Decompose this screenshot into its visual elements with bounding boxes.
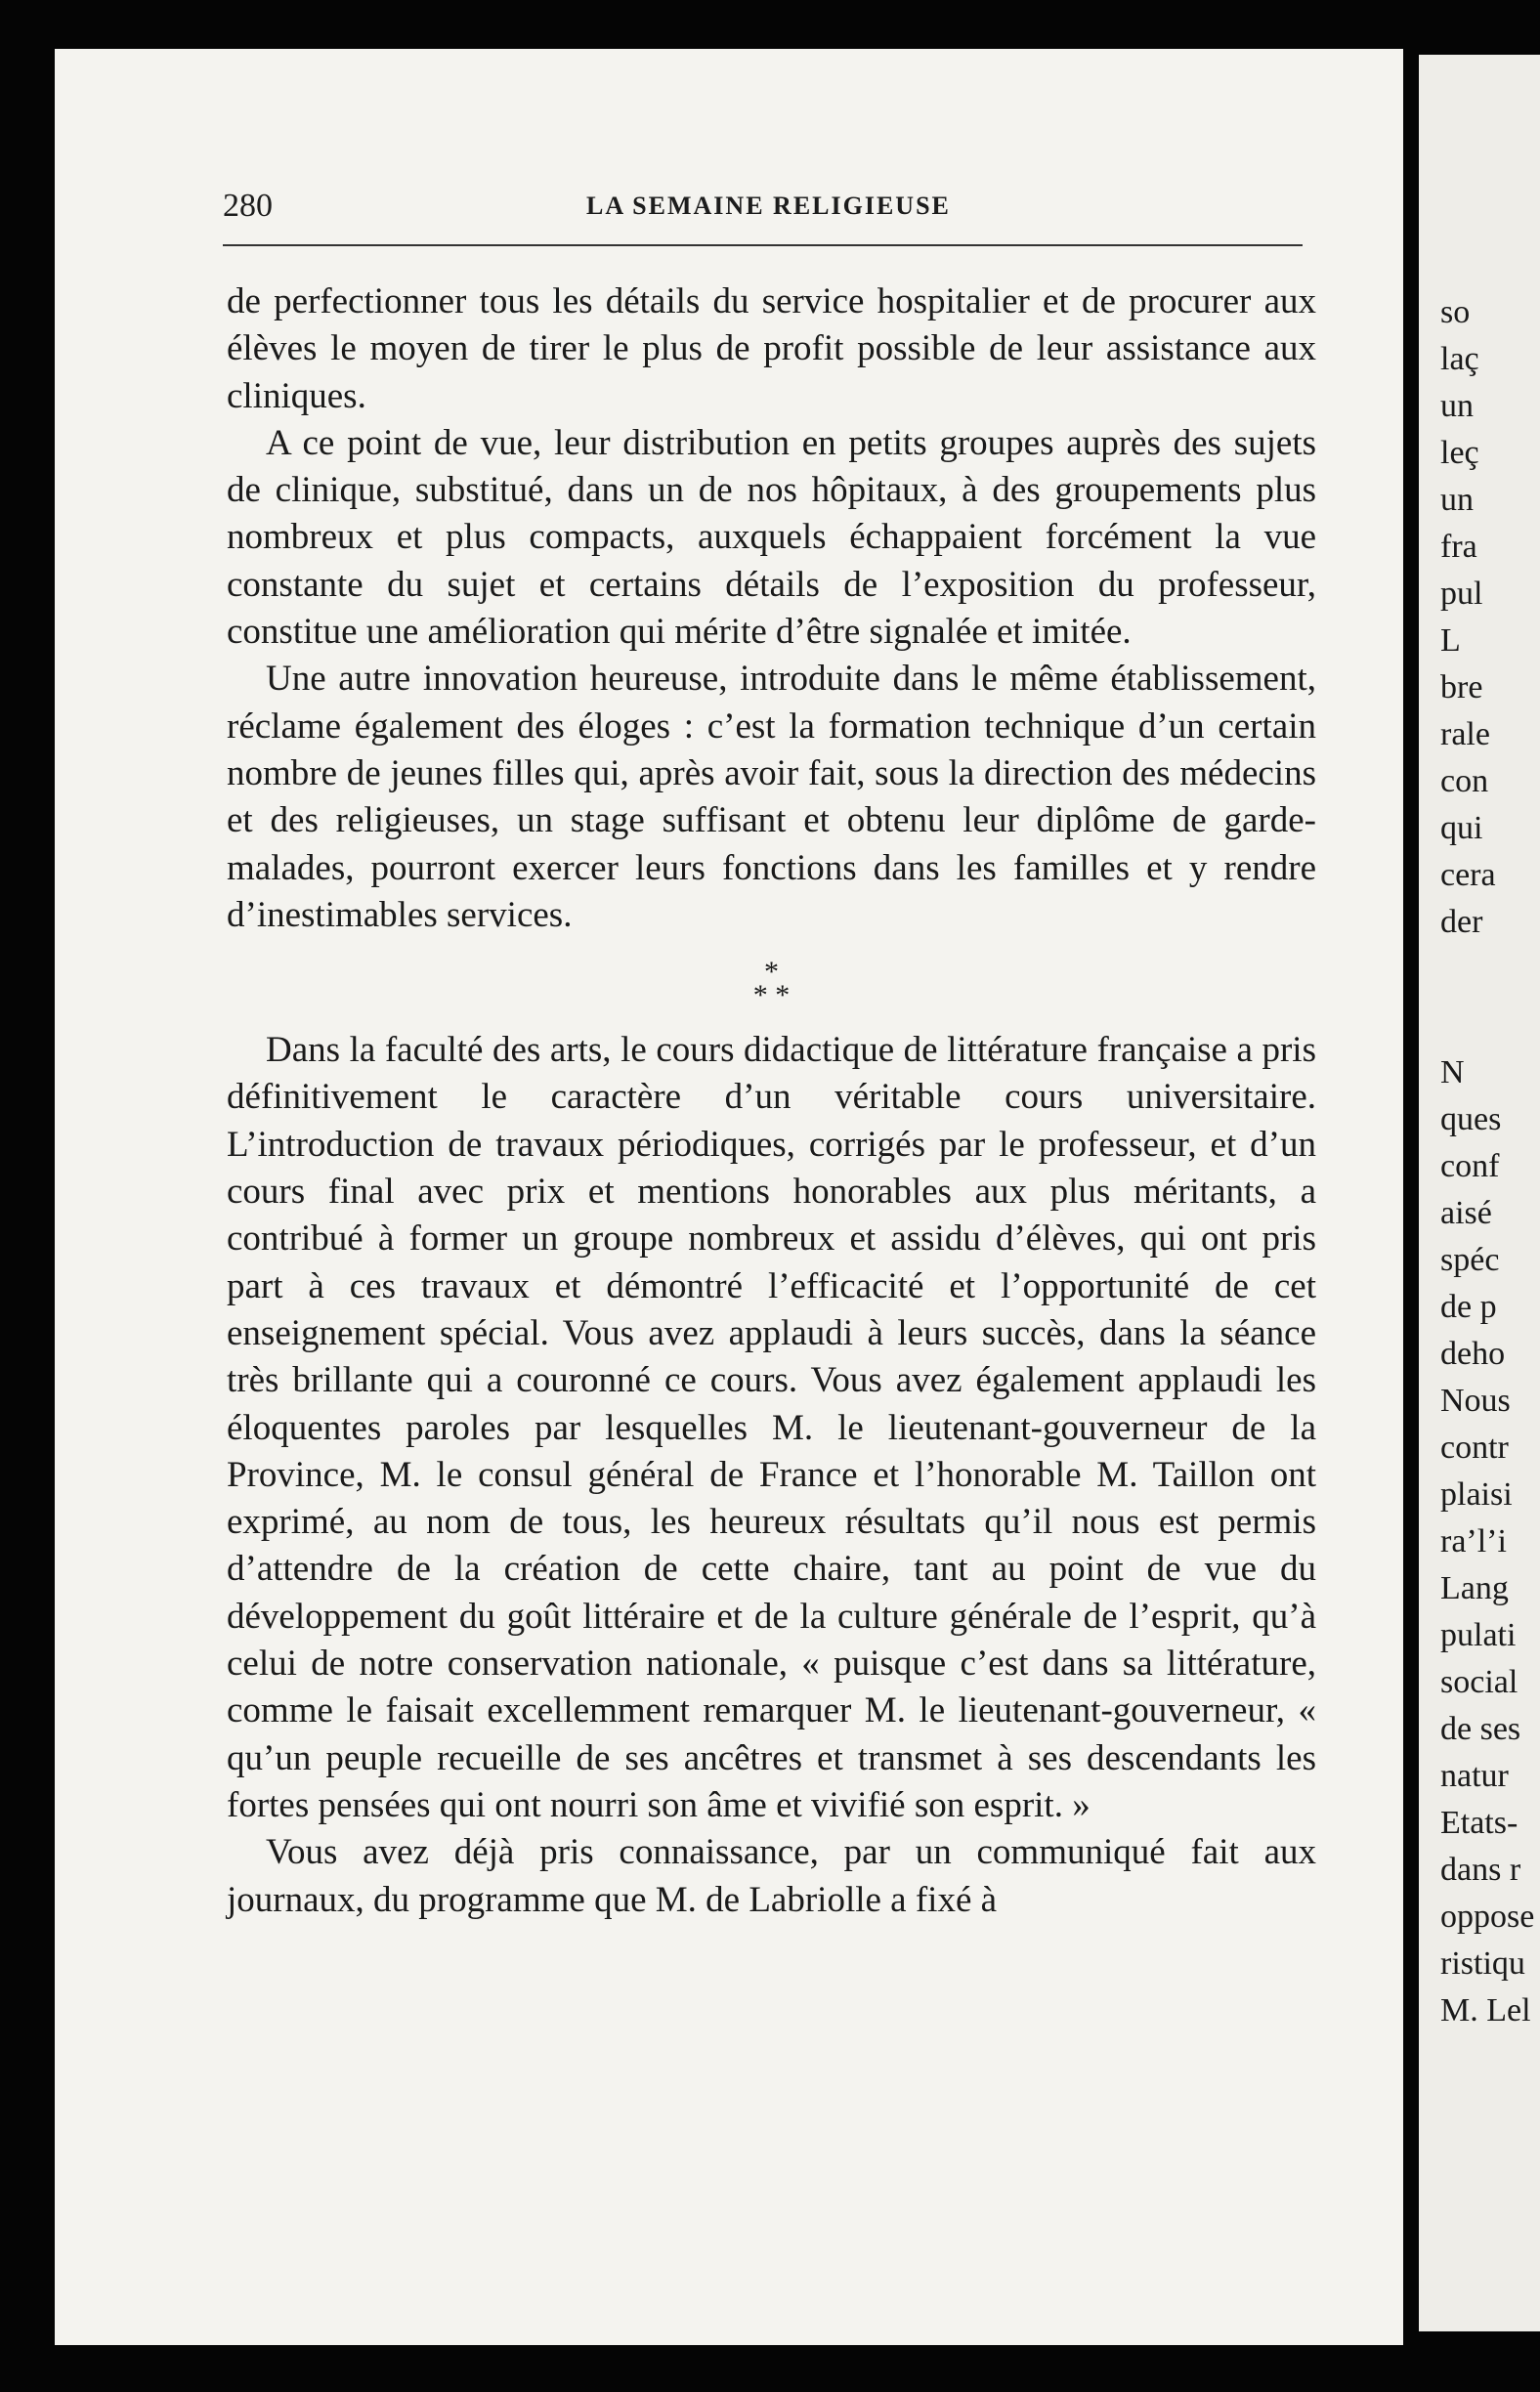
fragment-line: laç: [1440, 341, 1479, 377]
fragment-line: natur: [1440, 1758, 1509, 1794]
fragment-line: bre: [1440, 669, 1483, 705]
fragment-line: dans r: [1440, 1852, 1521, 1888]
paragraph-3: Une autre innovation heureuse, introduite dans le même établissement, réclame également des éloges : c’est la formation technique d’un certain nombre de jeunes filles qui, après avoir fait, sous la direction des médecins et des religieuses, un stage suffisant et obtenu leur diplôme de garde-malades, pourront exercer leurs fonctions dans les familles et y rendre d’inestimables services.: [227, 659, 1316, 935]
fragment-line: so: [1440, 294, 1471, 330]
fragment-line: ristiqu: [1440, 1945, 1525, 1982]
fragment-line: fra: [1440, 529, 1477, 565]
body-text: [227, 278, 1316, 1924]
paragraph-1: de perfectionner tous les détails du service hospitalier et de procurer aux élèves le moyen de tirer le plus de profit possible de leur assistance aux cliniques.: [227, 281, 1316, 416]
running-title: LA SEMAINE RELIGIEUSE: [586, 192, 951, 220]
fragment-line: pul: [1440, 576, 1483, 612]
fragment-line: spéc: [1440, 1242, 1500, 1278]
paragraph-4: Dans la faculté des arts, le cours didactique de littérature française a pris définitivement le caractère d’un véritable cours universitaire. L’introduction de travaux périodiques, corrigés par le professeur, et d’un cours final avec prix et mentions honorables aux plus méritants, a contribué à former un groupe nombreux et assidu d’élèves, qui ont pris part à ces travaux et démontré l’efficacité et l’opportunité de cet enseignement spécial. Vous avez applaudi à leurs succès, dans la séance très brillante qui a couronné ce cours. Vous avez également applaudi les éloquentes paroles par lesquelles M. le lieutenant-gouverneur de la Province, M. le consul général de France et l’honorable M. Taillon ont exprimé, au nom de tous, les heureux résultats qu’il nous est permis d’attendre de la création de cette chaire, tant au point de vue du développement du goût littéraire et de la culture générale de l’esprit, qu’à celui de notre conservation nationale, « puisque c’est dans sa littérature, comme le faisait excellemment remarquer M. le lieutenant-gouverneur, « qu’un peuple recueille de ses ancêtres et transmet à ses descendants les fortes pensées qui ont nourri son âme et vivifié son esprit. »: [227, 1030, 1316, 1825]
fragment-line: un: [1440, 388, 1474, 424]
fragment-line: oppose: [1440, 1899, 1535, 1935]
fragment-line: conf: [1440, 1148, 1500, 1184]
page-number: 280: [223, 188, 273, 224]
fragment-line: un: [1440, 482, 1474, 518]
paragraph-2: A ce point de vue, leur distribution en petits groupes auprès des sujets de clinique, substitué, dans un de nos hôpitaux, à des groupements plus nombreux et plus compacts, auxquels échappaient forcément la vue constante du sujet et certains détails de l’exposition du professeur, constitue une amélioration qui mérite d’être signalée et imitée.: [227, 422, 1316, 653]
fragment-line: plaisi: [1440, 1476, 1513, 1513]
fragment-line: aisé: [1440, 1195, 1492, 1231]
header-rule: [223, 244, 1303, 246]
fragment-line: Nous: [1440, 1383, 1511, 1419]
fragment-line: L: [1440, 622, 1461, 659]
fragment-line: cera: [1440, 857, 1496, 893]
fragment-line: qui: [1440, 810, 1483, 846]
fragment-line: der: [1440, 904, 1483, 940]
fragment-line: Lang: [1440, 1570, 1509, 1606]
facing-page-fragments-bottom: [1440, 1049, 1540, 2034]
fragment-line: leç: [1440, 435, 1479, 471]
fragment-line: ques: [1440, 1101, 1502, 1137]
fragment-line: de ses: [1440, 1711, 1521, 1747]
fragment-line: ra’l’i: [1440, 1523, 1507, 1559]
section-separator: [227, 956, 1316, 1012]
facing-page: [1419, 55, 1540, 2331]
fragment-line: Etats-: [1440, 1805, 1519, 1841]
separator-star-top: *: [764, 956, 779, 989]
fragment-line: social: [1440, 1664, 1519, 1700]
fragment-line: N: [1440, 1054, 1465, 1090]
paragraph-5: Vous avez déjà pris connaissance, par un communiqué fait aux journaux, du programme que M. de Labriolle a fixé à: [227, 1832, 1316, 1920]
fragment-line: deho: [1440, 1336, 1506, 1372]
fragment-line: de p: [1440, 1289, 1497, 1325]
fragment-line: contr: [1440, 1430, 1509, 1466]
fragment-line: rale: [1440, 716, 1490, 752]
fragment-line: M. Lel: [1440, 1992, 1531, 2029]
fragment-line: pulati: [1440, 1617, 1517, 1653]
facing-page-fragments-top: [1440, 289, 1540, 946]
separator-stars-bottom: * *: [752, 979, 791, 1012]
fragment-line: con: [1440, 763, 1489, 799]
